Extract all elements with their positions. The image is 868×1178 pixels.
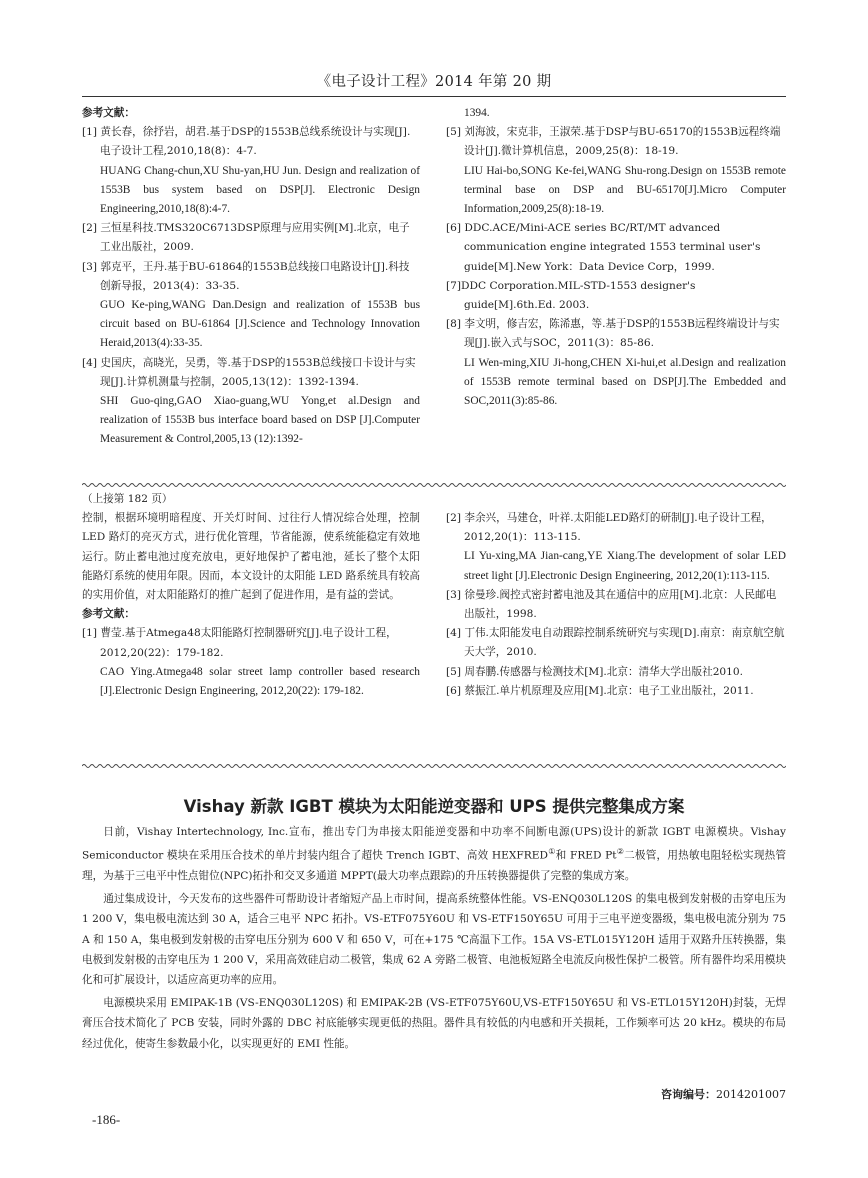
reference-item: [2] 李余兴，马建仓，叶祥.太阳能LED路灯的研制[J].电子设计工程，2012,20(1)：113-115. LI Yu-xing,MA Jian-cang,YE Xiang.The development of solar LED street light [J].Electronic Design Engineering, 2012,20(1):113-115. (446, 512, 786, 582)
top-refs-right (446, 104, 786, 411)
reference-item: [8] 李文明，修吉宏，陈浠惠，等.基于DSP的1553B远程终端设计与实现[J].嵌入式与SOC，2011(3)：85-86. LI Wen-ming,XIU Ji-hong,CHEN Xi-hui,et al.Design and realization of 1553B remote terminal based on DSP[J].The Embedded and SOC,2011(3):85-86. (446, 318, 786, 408)
top-refs-left (82, 104, 420, 450)
wavy-divider (82, 763, 786, 769)
reference-item: [7]DDC Corporation.MIL-STD-1553 designer's guide[M].6th.Ed. 2003. (446, 279, 696, 312)
reference-item: [3] 郭克平，王丹.基于BU-61864的1553B总线接口电路设计[J].科技创新导报，2013(4)：33-35. GUO Ke-ping,WANG Dan.Design and realization of 1553B bus circuit based on BU-61864 [J].Science and Technology Innovation Heraid,2013(4):33-35. (82, 260, 420, 350)
reference-item: [3] 徐曼珍.阀控式密封蓄电池及其在通信中的应用[M].北京：人民邮电出版社，1998. (446, 588, 777, 621)
ref-continuation: 1394. (464, 107, 490, 119)
refs-heading: 参考文献： (82, 107, 135, 119)
news-title: Vishay 新款 IGBT 模块为太阳能逆变器和 UPS 提供完整集成方案 (183, 797, 685, 816)
mid-left-column (82, 490, 420, 701)
news-paragraph: 日前，Vishay Intertechnology, Inc.宣布，推出专门为串接太阳能逆变器和中功率不间断电源(UPS)设计的新款 IGBT 电源模块。Vishay Semiconductor 模块在采用压合技术的单片封装内组合了超快 Trench IGBT、高效 HEXFRED①和 FRED Pt②二极管，用热敏电阻轻松实现热管理，为基于三电平中性点钳位(NPC)拓扑和交叉多通道 MPPT(最大功率点跟踪)的升压转换器提供了完整的集成方案。 (82, 826, 787, 882)
wavy-divider (82, 482, 786, 488)
reference-item: [1] 曹莹.基于Atmega48太阳能路灯控制器研究[J].电子设计工程，2012,20(22)：179-182. CAO Ying.Atmega48 solar street lamp controller based research [J].Electronic Design Engineering, 2012,20(22): 179-182. (82, 627, 420, 698)
reference-item: [4] 史国庆，高晓光，吴勇，等.基于DSP的1553B总线接口卡设计与实现[J].计算机测量与控制，2005,13(12)：1392-1394. SHI Guo-qing,GAO Xiao-guang,WU Yong,et al.Design and realization of 1553B bus interface board based on DSP [J].Computer Measurement & Control,2005,13 (12):1392- (82, 356, 420, 446)
inquiry-number: 咨询编号：2014201007 (661, 1088, 786, 1101)
header-rule (82, 96, 786, 97)
reference-item: [6] DDC.ACE/Mini-ACE series BC/RT/MT advanced communication engine integrated 1553 terminal user's guide[M].New York：Data Device Corp，1999. (446, 222, 761, 273)
page-number: -186- (92, 1112, 121, 1127)
reference-item: [1] 黄长春，徐抒岩，胡君.基于DSP的1553B总线系统设计与实现[J].电子设计工程,2010,18(8)：4-7. HUANG Chang-chun,XU Shu-yan,HU Jun. Design and realization of 1553B bus system based on DSP[J]. Electronic Design Engineering,2010,18(8):4-7. (82, 126, 420, 216)
reference-item: [4] 丁伟.太阳能发电自动跟踪控制系统研究与实现[D].南京：南京航空航天大学，2010. (446, 627, 785, 659)
reference-item: [6] 蔡振江.单片机原理及应用[M].北京：电子工业出版社，2011. (446, 684, 754, 697)
reference-item: [5] 刘海波，宋克非，王淑荣.基于DSP与BU-65170的1553B远程终端设计[J].微计算机信息，2009,25(8)：18-19. LIU Hai-bo,SONG Ke-fei,WANG Shu-rong.Design on 1553B remote terminal base on DSP and BU-65170[J].Micro Computer Information,2009,25(8):18-19. (446, 126, 786, 216)
reference-item: [2] 三恒星科技.TMS320C6713DSP原理与应用实例[M].北京，电子工业出版社，2009. (82, 222, 410, 254)
journal-header: 《电子设计工程》2014 年第 20 期 (316, 74, 552, 90)
body-paragraph: 控制，根据环境明暗程度、开关灯时间、过往行人情况综合处理，控制 LED 路灯的亮灭方式，进行优化管理，节省能源，使系统能稳定有效地运行。防止蓄电池过度充放电，更好地保护了蓄电池，延长了整个太阳能路灯系统的使用年限。因而，本文设计的太阳能 LED 路系统具有较高的实用价值，对太阳能路灯的推广起到了促进作用，是有益的尝试。 (82, 512, 420, 602)
news-paragraph: 通过集成设计，今天发布的这些器件可帮助设计者缩短产品上市时间，提高系统整体性能。VS-ENQ030L120S 的集电极到发射极的击穿电压为 1 200 V，集电极电流达到 30 A，适合三电平 NPC 拓扑。VS-ETF075Y60U 和 VS-ETF150Y65U 可用于三电平逆变器级，集电极电流分别为 75 A 和 150 A，集电极到发射极的击穿电压分别为 600 V 和 650 V，可在+175 ℃高温下工作。15A VS-ETL015Y120H 适用于双路升压转换器，集电极到发射极的击穿电压为 1 200 V，采用高效硅启动二极管，集成 62 A 旁路二极管、电池板短路全电流反向极性保护二极管。所有器件均采用模块化和可扩展设计，以适应高更功率的应用。 (82, 893, 786, 986)
reference-item: [5] 周春鹏.传感器与检测技术[M].北京：清华大学出版社2010. (446, 665, 744, 678)
news-paragraph: 电源模块采用 EMIPAK-1B (VS-ENQ030L120S) 和 EMIPAK-2B (VS-ETF075Y60U,VS-ETF150Y65U 和 VS-ETL015Y120H)封装，无焊膏压合技术简化了 PCB 安装，同时外露的 DBC 衬底能够实现更低的热阻。器件具有较低的内电感和开关损耗，工作频率可达 20 kHz。模块的布局经过优化，使寄生参数最小化，以实现更好的 EMI 性能。 (82, 997, 786, 1050)
continued-note: （上接第 182 页） (82, 493, 173, 505)
mid-right-column (446, 509, 786, 701)
news-body (82, 822, 786, 1057)
refs-heading: 参考文献： (82, 608, 135, 621)
